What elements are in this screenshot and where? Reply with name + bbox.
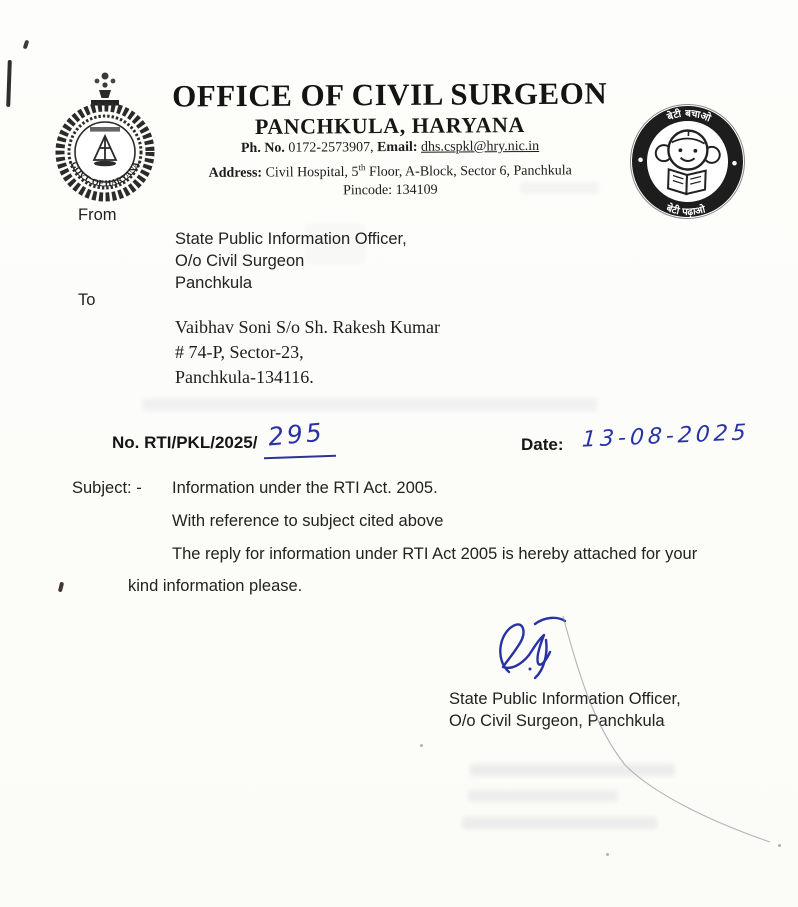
ink-bleed-ghost: [468, 790, 618, 802]
to-line: # 74-P, Sector-23,: [175, 342, 304, 362]
email-label: Email:: [377, 139, 418, 156]
ink-bleed-ghost: [142, 398, 597, 411]
from-line: Panchkula: [175, 274, 253, 292]
logo-top-text: बेटी बचाओ: [665, 108, 713, 125]
scan-artifact-mark: [6, 60, 12, 107]
from-line: O/o Civil Surgeon: [175, 252, 305, 270]
subject-label: Subject: -: [72, 479, 142, 497]
phone-value: 0172-2573907,: [288, 140, 374, 156]
handwritten-underline: [264, 455, 336, 460]
from-label: From: [78, 206, 117, 224]
ink-bleed-ghost: [470, 764, 675, 776]
from-address: [175, 228, 407, 294]
body-line: With reference to subject cited above: [172, 512, 444, 530]
pincode-line: Pincode: 134109: [343, 182, 438, 198]
scan-artifact-mark: [58, 582, 64, 593]
signoff-designation: State Public Information Officer,: [449, 690, 681, 708]
handwritten-date: 13-08-2025: [581, 420, 751, 453]
phone-label: Ph. No.: [240, 140, 285, 157]
address-line: Address: Civil Hospital, 5th Floor, A-Block, Sector 6, Panchkula: [208, 161, 572, 181]
to-line: Vaibhav Soni S/o Sh. Rakesh Kumar: [175, 317, 440, 337]
scan-speck: [778, 844, 781, 847]
letterhead: [150, 76, 631, 202]
scan-speck: [420, 744, 423, 747]
from-line: State Public Information Officer,: [175, 230, 407, 248]
signoff-office: O/o Civil Surgeon, Panchkula: [449, 712, 665, 730]
to-label: To: [78, 291, 96, 309]
to-line: Panchkula-134116.: [175, 367, 314, 387]
scan-speck: [606, 853, 609, 856]
signoff-block: [449, 688, 681, 732]
office-title: OFFICE OF CIVIL SURGEON: [172, 75, 608, 114]
beti-bachao-beti-padhao-logo: [625, 99, 750, 224]
emblem-crest: [91, 73, 119, 106]
handwritten-reference-number: 295: [266, 417, 326, 452]
signature-ink: [483, 612, 578, 692]
date-label: Date:: [521, 435, 564, 454]
address-label: Address:: [208, 165, 263, 181]
subject-text: Information under the RTI Act. 2005.: [172, 479, 438, 497]
reference-number-label: No. RTI/PKL/2025/: [112, 433, 258, 452]
body-line: The reply for information under RTI Act 2005 is hereby attached for your: [172, 545, 698, 563]
govt-of-haryana-emblem: [44, 64, 166, 206]
body-line: kind information please.: [128, 577, 303, 595]
logo-bottom-text: बेटी पढ़ाओ: [664, 202, 707, 219]
emblem-caption: GOVT. OF HARYANA: [69, 159, 141, 189]
email-value: dhs.cspkl@hry.nic.in: [420, 138, 540, 155]
to-address: [175, 315, 440, 390]
scan-artifact-mark: [23, 40, 30, 50]
office-subtitle: PANCHKULA, HARYANA: [254, 112, 525, 139]
ink-bleed-ghost: [462, 817, 657, 829]
